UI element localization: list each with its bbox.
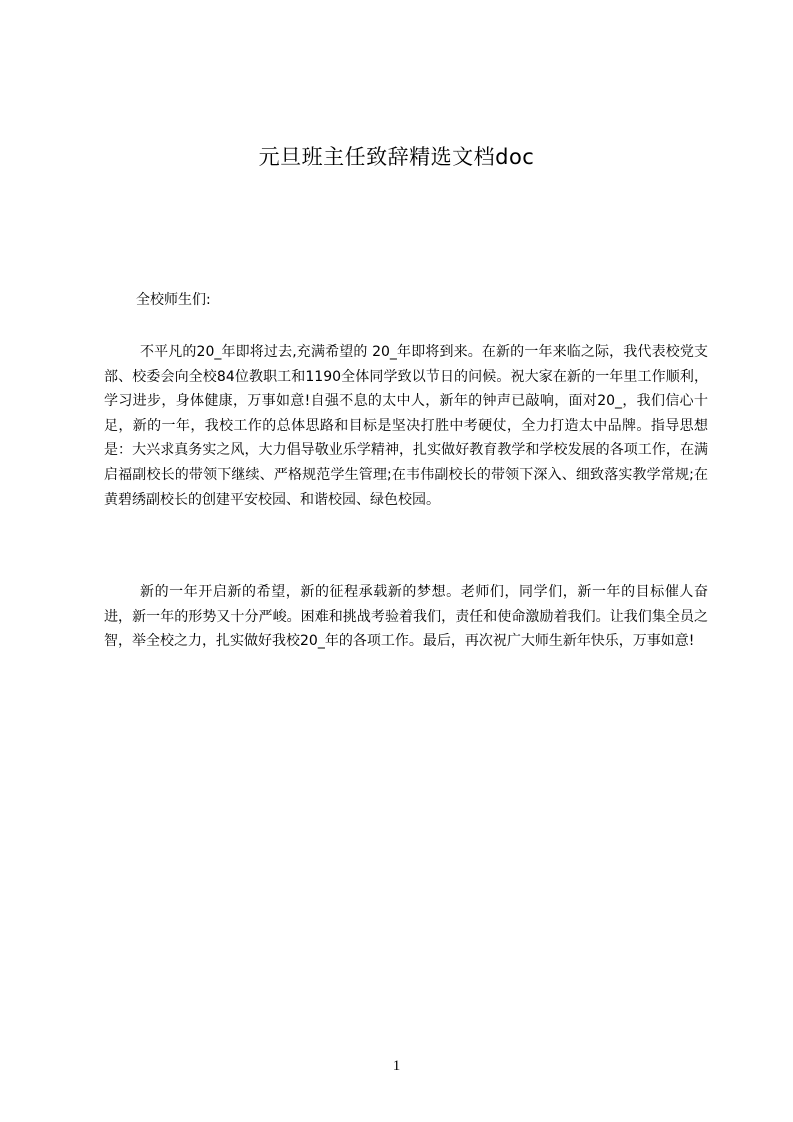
document-title: 元旦班主任致辞精选文档doc [258,145,535,169]
body-paragraph: 不平凡的20_年即将过去,充满希望的 20_年即将到来。在新的一年来临之际，我代表校党支部、校委会向全校84位教职工和1190全体同学致以节日的问候。祝大家在新的一年里工作顺利，学习进步，身体健康，万事如意!自强不息的太中人，新年的钟声已敲响，面对20_，我们信心十足，新的一年，我校工作的总体思路和目标是坚决打胜中考硬仗，全力打造太中品牌。指导思想是：大兴求真务实之风，大力倡导敬业乐学精神，扎实做好教育教学和学校发展的各项工作，在满启福副校长的带领下继续、严格规范学生管理;在韦伟副校长的带领下深入、细致落实教学常规;在黄碧绣副校长的创建平安校园、和谐校园、绿色校园。 [104,344,708,508]
page-number: 1 [392,1058,401,1074]
greeting-text: 全校师生们: [136,292,211,308]
body-paragraph: 新的一年开启新的希望，新的征程承载新的梦想。老师们，同学们，新一年的目标催人奋进，新一年的形势又十分严峻。困难和挑战考验着我们，责任和使命激励着我们。让我们集全员之智，举全校之力，扎实做好我校20_年的各项工作。最后，再次祝广大师生新年快乐，万事如意! [104,584,708,650]
